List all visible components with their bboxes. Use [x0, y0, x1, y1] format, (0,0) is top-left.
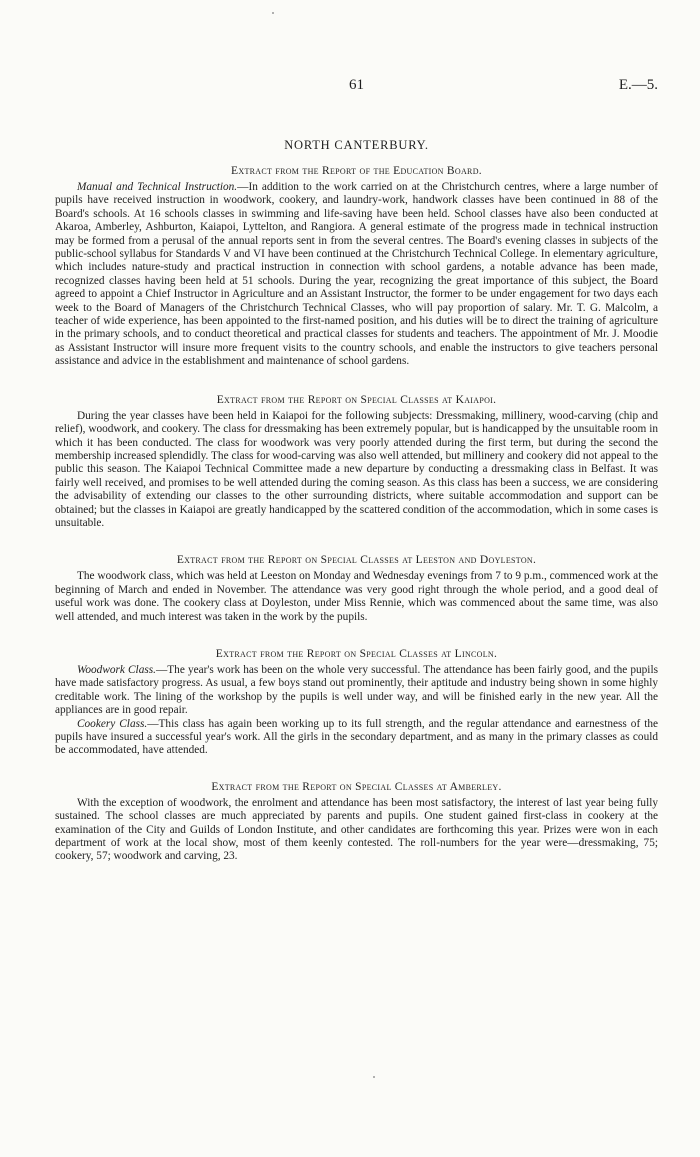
page-title: NORTH CANTERBURY. — [284, 138, 429, 152]
paragraph — [55, 718, 658, 758]
section-heading: Extract from the Report on Special Classes at Lincoln. — [215, 647, 498, 660]
section-heading: Extract from the Report on Special Classes at Leeston and Doyleston. — [176, 554, 537, 567]
section-leeston-doyleston — [55, 554, 658, 624]
paragraph-text: —The year's work has been on the whole very successful. The attendance has been fairly good, and the pupils have made satisfactory progress. As usual, a few boys stand out prominently, their aptitude and industry being shown in some highly creditable work. The lining of the workshop by the pupils is well under way, and will be finished early in the new year. All the appliances are in good repair. — [55, 663, 658, 717]
section-heading: Extract from the Report on Special Classes at Kaiapoi. — [216, 393, 497, 406]
paragraph — [55, 664, 658, 718]
document-page — [55, 0, 658, 864]
page-number: 61 — [349, 77, 364, 93]
section-heading: Extract from the Report of the Education Board. — [231, 165, 482, 177]
paragraph-text: During the year classes have been held in Kaiapoi for the following subjects: Dressmaking, millinery, wood-carving (chip and relief), woodwork, and cookery. The class for dressmaking has been extremely popular, but is handicapped by the unsuitable room in which it has been conducted. The class for woodwork was very poorly attended during the first term, but during the second the membership increased splendidly. The class for wood-carving was also well attended, but millinery and cookery did not appeal to the public this season. The Kaiapoi Technical Committee made a new departure by conducting a dressmaking class in Belfast. It was fairly well received, and promises to be well attended during the coming season. As this class has been a success, we are considering the advisability of extending our classes to the other surrounding districts, where suitable accommodation and support can be obtained; but the classes in Kaiapoi are greatly handicapped by the scattered condition of the accommodation, which in some cases is unsuitable. — [55, 409, 658, 529]
scan-speck — [373, 1076, 375, 1078]
paragraph-text: —In addition to the work carried on at the Christchurch centres, where a large number of pupils have received instruction in woodwork, cookery, and laundry-work, handwork classes have been continued in 88 of the Board's schools. At 16 schools classes in swimming and life-saving have been held. School classes have also been conducted at Akaroa, Amberley, Ashburton, Kaiapoi, Lyttelton, and Rangiora. A general estimate of the progress made in technical instruction may be formed from a perusal of the annual reports sent in from the several centres. The Board's evening classes in subjects of the public-school syllabus for Standards V and VI have been continued at the Christchurch Technical College. In elementary agriculture, which includes nature-study and practical instruction in connection with school gardens, a notable advance has been made, recognized classes having been held at 51 schools. During the year, recognizing the great importance of this subject, the Board agreed to appoint a Chief Instructor in Agriculture and an Assistant Instructor, the former to be under engagement for two days each week to the Board of Managers of the Christchurch Technical Classes, who will pay proportion of salary. Mr. T. G. Malcolm, a teacher of wide experience, has been appointed to the first-named position, and his duties will be to direct the training of agriculture in the primary schools, and to conduct theoretical and practical classes for students and teachers. The appointment of Mr. J. Moodie as Assistant Instructor will insure more frequent visits to the country schools, and enable the instructors to give teachers personal assistance and advice in the establishment and maintenance of school gardens. — [55, 181, 658, 368]
document-code: E.—5. — [618, 77, 658, 93]
section-amberley — [55, 781, 658, 864]
section-heading: Extract from the Report on Special Classes at Amberley. — [211, 780, 502, 793]
paragraph — [55, 797, 658, 864]
paragraph-lead: Cookery Class. — [77, 717, 148, 730]
section-education-board — [55, 165, 658, 369]
paragraph — [55, 570, 658, 624]
paragraph — [55, 181, 658, 369]
paragraph — [55, 410, 658, 531]
section-lincoln — [55, 648, 658, 758]
paragraph-text: —This class has again been working up to its full strength, and the regular attendance and earnestness of the pupils have insured a successful year's work. All the girls in the secondary department, and as many in the primary classes as could be accommodated, have attended. — [55, 717, 658, 757]
section-kaiapoi — [55, 394, 658, 531]
paragraph-text: With the exception of woodwork, the enrolment and attendance has been most satisfactory, the interest of last year being fully sustained. The school classes are much appreciated by parents and pupils. One student gained first-class in cookery at the examination of the City and Guilds of London Institute, and other candidates are forthcoming this year. Prizes were won in each department of work at the local show, most of them keenly contested. The roll-numbers for the year were—dressmaking, 75; cookery, 57; woodwork and carving, 23. — [55, 796, 658, 863]
paragraph-lead: Woodwork Class. — [77, 663, 156, 676]
page-header — [55, 0, 658, 100]
paragraph-text: The woodwork class, which was held at Leeston on Monday and Wednesday evenings from 7 to 9 p.m., commenced work at the beginning of March and ended in November. The attendance was very good right through the whole period, and a good deal of useful work was done. The cookery class at Doyleston, under Miss Rennie, which was commenced about the same time, was also well attended, and much interest was taken in the work by the pupils. — [55, 570, 658, 623]
paragraph-lead: Manual and Technical Instruction. — [77, 181, 238, 193]
